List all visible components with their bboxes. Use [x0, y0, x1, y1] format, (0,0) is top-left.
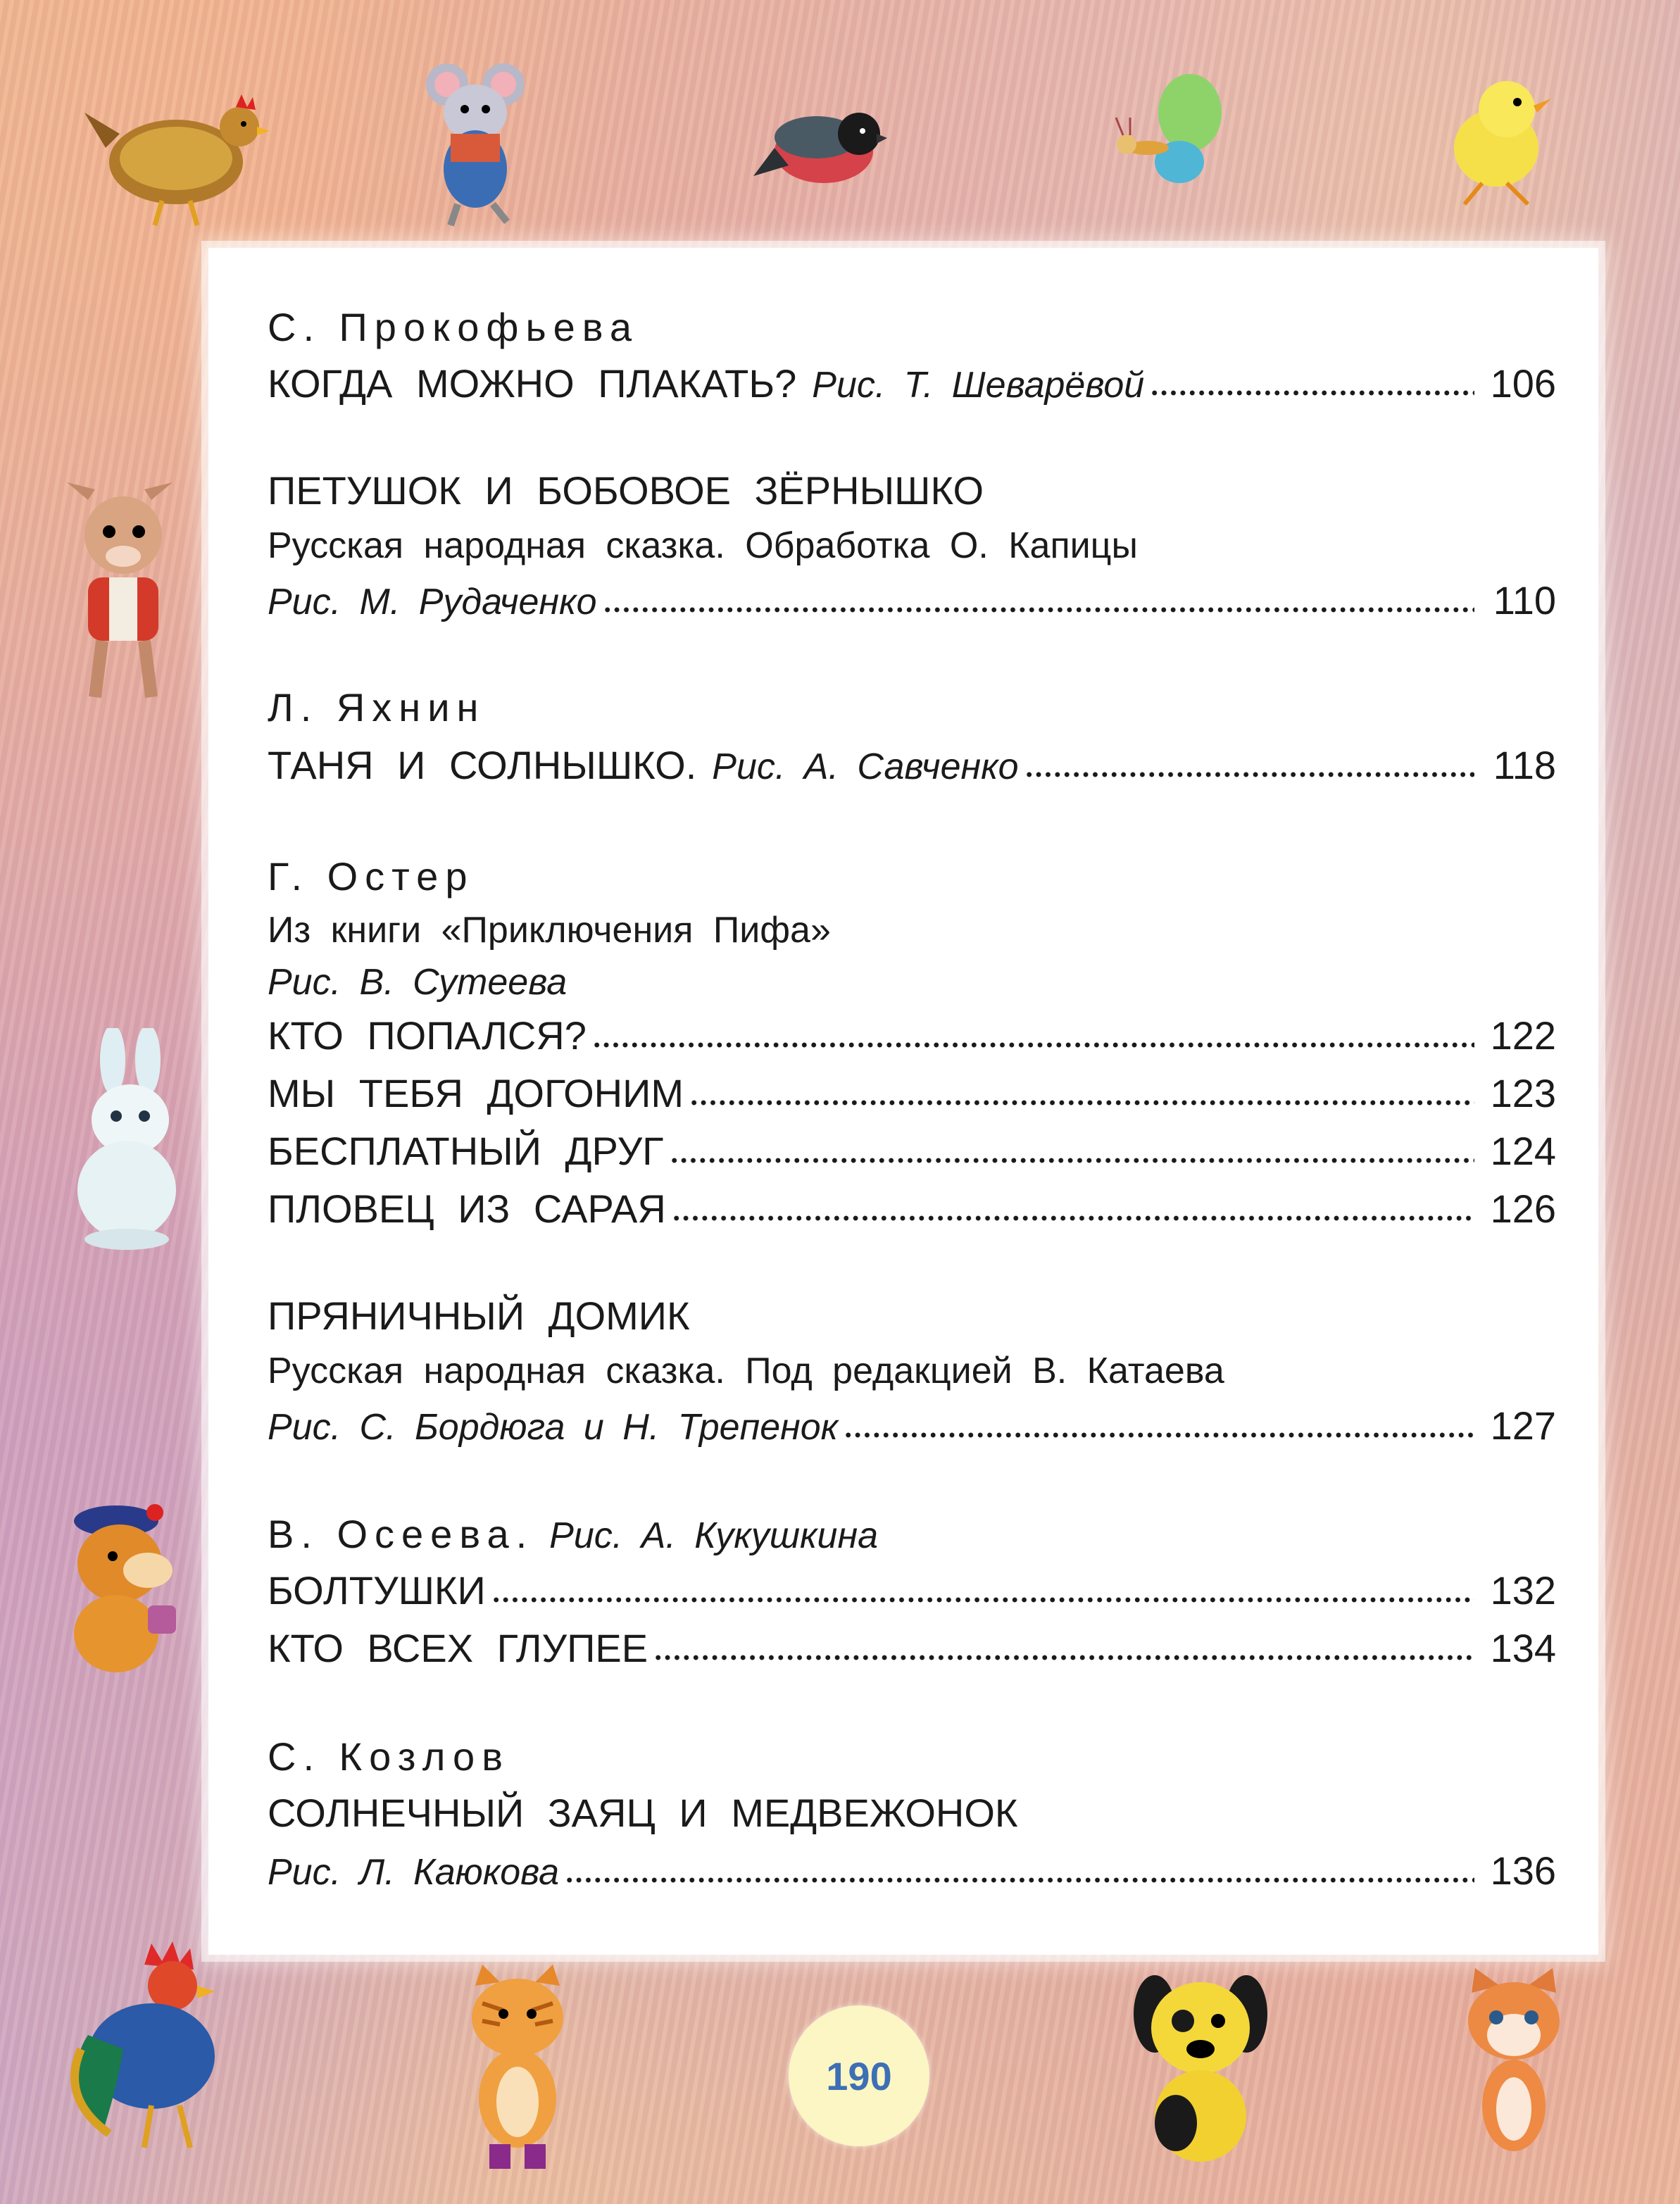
entry-page: 136 [1490, 1848, 1556, 1893]
entry-page: 127 [1490, 1403, 1556, 1448]
dot-leader [1024, 770, 1474, 779]
dot-leader [844, 1431, 1474, 1439]
dot-leader [1150, 389, 1474, 397]
entry-illustrator: Рис. Л. Каюкова [268, 1852, 560, 1893]
toc-entry [268, 1127, 1556, 1176]
section-author: Г. Остер [268, 854, 475, 898]
section-title: ПРЯНИЧНЫЙ ДОМИК [268, 1294, 690, 1338]
entry-page: 134 [1490, 1626, 1556, 1670]
section-subtitle: Русская народная сказка. Под редакцией В. Катаева [268, 1351, 1224, 1391]
dot-leader [491, 1596, 1474, 1604]
mouse-icon [408, 56, 542, 232]
entry-page: 118 [1493, 743, 1556, 787]
toc-entry [268, 741, 1556, 791]
page-number: 190 [789, 2005, 929, 2146]
section-author: С. Прокофьева [268, 305, 639, 349]
entry-page: 132 [1490, 1568, 1556, 1613]
section-author: С. Козлов [268, 1734, 510, 1779]
section-author: В. Осеева. Рис. А. Кукушкина [268, 1512, 879, 1556]
toc-entry [268, 359, 1556, 410]
entry-page: 123 [1490, 1071, 1556, 1115]
section-illustrator: Рис. В. Сутеева [268, 962, 568, 1003]
entry-page: 110 [1493, 578, 1556, 622]
butterfly-icon [1098, 70, 1225, 197]
dot-leader [592, 1041, 1474, 1049]
hen-icon [77, 70, 275, 232]
entry-page: 106 [1490, 361, 1556, 406]
toc-entry [268, 1184, 1556, 1234]
entry-title: БЕСПЛАТНЫЙ ДРУГ [268, 1129, 664, 1173]
entry-title: ТАНЯ И СОЛНЫШКО. [268, 743, 697, 787]
section-title: СОЛНЕЧНЫЙ ЗАЯЦ И МЕДВЕЖОНОК [268, 1791, 1018, 1835]
kitten-icon [1450, 1965, 1577, 2162]
dot-leader [670, 1156, 1475, 1165]
dot-leader [603, 606, 1475, 614]
dot-leader [689, 1098, 1474, 1107]
rooster-icon [60, 1936, 271, 2162]
toc-entry [268, 1401, 1556, 1452]
bullfinch-icon [753, 99, 887, 197]
entry-illustrator: Рис. М. Рудаченко [268, 582, 597, 622]
entry-title: КТО ПОПАЛСЯ? [268, 1013, 587, 1058]
entry-page: 124 [1490, 1129, 1556, 1173]
entry-title: ПЛОВЕЦ ИЗ САРАЯ [268, 1186, 666, 1231]
dot-leader [565, 1876, 1474, 1884]
toc-entry [268, 1624, 1556, 1673]
puppy-icon [49, 1500, 204, 1683]
dot-leader [653, 1653, 1474, 1662]
goat-icon [60, 479, 187, 704]
toc-entry [268, 1011, 1556, 1060]
entry-title: БОЛТУШКИ [268, 1568, 486, 1613]
toc-entry [268, 1069, 1556, 1118]
section-title: ПЕТУШОК И БОБОВОЕ ЗЁРНЫШКО [268, 468, 984, 513]
rabbit-icon [56, 1028, 197, 1253]
entry-illustrator: Рис. Т. Шеварёвой [812, 365, 1145, 406]
toc-entry [268, 576, 1556, 627]
entry-illustrator: Рис. С. Бордюга и Н. Трепенок [268, 1407, 839, 1448]
entry-title: МЫ ТЕБЯ ДОГОНИМ [268, 1071, 684, 1115]
dot-leader [672, 1214, 1474, 1222]
entry-title: КОГДА МОЖНО ПЛАКАТЬ? [268, 361, 797, 406]
section-author: Л. Яхнин [268, 685, 486, 730]
entry-title: КТО ВСЕХ ГЛУПЕЕ [268, 1626, 648, 1670]
dog-icon [1127, 1965, 1274, 2169]
entry-illustrator: Рис. А. Савченко [712, 746, 1019, 787]
section-subtitle: Русская народная сказка. Обработка О. Капицы [268, 525, 1138, 566]
section-subtitle: Из книги «Приключения Пифа» [268, 910, 831, 951]
entry-page: 122 [1490, 1013, 1556, 1058]
toc-entry [268, 1846, 1556, 1897]
entry-page: 126 [1490, 1186, 1556, 1231]
toc-entry [268, 1566, 1556, 1615]
cat-icon [451, 1965, 584, 2176]
chick-icon [1429, 70, 1563, 211]
